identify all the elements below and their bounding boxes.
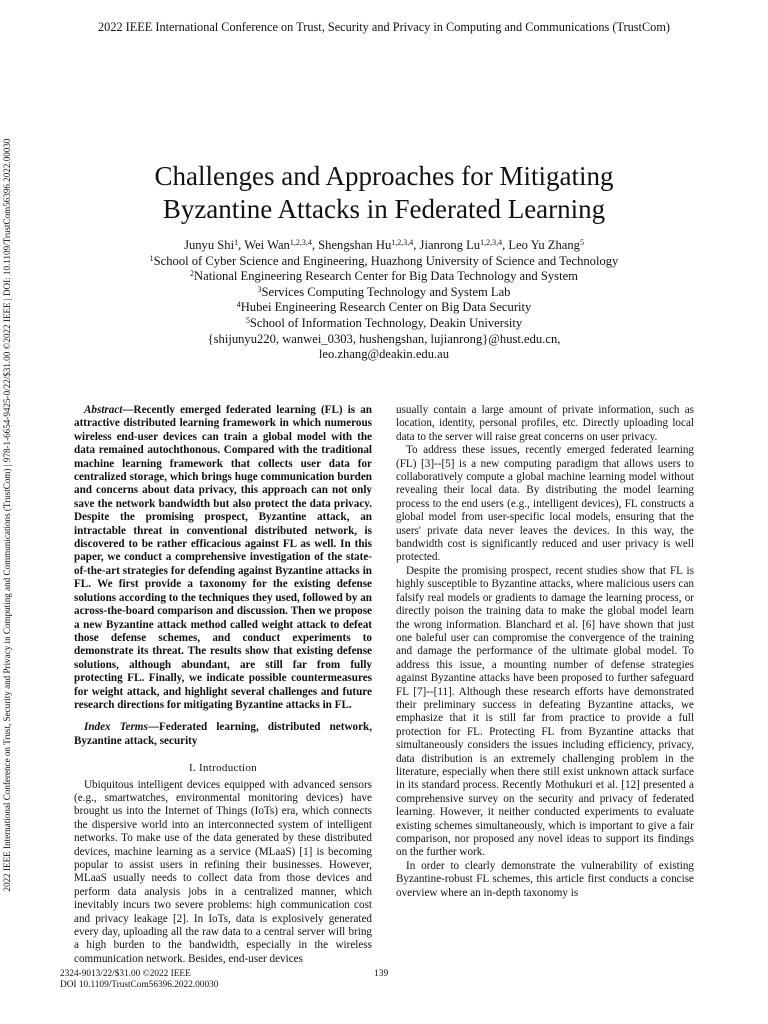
author-affil-marker: 1,2,3,4	[391, 238, 414, 247]
author-affil-marker: 1	[234, 238, 239, 247]
author-affil-marker: 1,2,3,4	[289, 238, 312, 247]
affil-text: National Engineering Research Center for Big Data Technology and System	[194, 269, 578, 284]
conference-header: 2022 IEEE International Conference on Trust, Security and Privacy in Computing and Communications (TrustCom)	[98, 20, 670, 34]
affil-marker: 2	[190, 269, 195, 279]
author-name: Junyu Shi	[184, 238, 235, 252]
body-paragraph: Despite the promising prospect, recent studies show that FL is highly susceptible to Byzantine attacks, where malicious users can falsify real models or gradients to damage the learning process, or directly poison the training data to make the global model learn the wrong information. Blanchard et al. [6] have shown that just one baleful user can compromise the convergence of the training and damage the performance of the ultimate global model. To address this issue, a mounting number of defense strategies against Byzantine attacks have been proposed to further safeguard FL [7]--[11]. Although these research efforts have demonstrated their preliminary success in defeating Byzantine attacks, we emphasize that it is still far from practice to provide a full protection for FL. Protecting FL from Byzantine attacks that simultaneously considers the issues including efficiency, privacy, data distribution is an extremely challenging problem in the literature, especially when there still exist unknown attack surface in its standard process. Recently Mothukuri et al. [12] presented a comprehensive survey on the security and privacy of federated learning. However, it neither conducted experiments to evaluate existing schemes simultaneously, which is important to give a fair comparison, nor proposed any novel ideas to support its findings on the further work.	[396, 564, 694, 859]
body-paragraph: In order to clearly demonstrate the vulnerability of existing Byzantine-robust FL schemes, this article first conducts a concise overview where an in-depth taxonomy is	[396, 859, 694, 899]
affil-text: School of Cyber Science and Engineering, Huazhong University of Science and Technology	[153, 253, 619, 268]
title-line: Challenges and Approaches for Mitigating	[154, 161, 614, 191]
affiliation	[60, 269, 708, 285]
affiliation	[60, 300, 708, 316]
affil-text: Hubei Engineering Research Center on Big Data Security	[240, 300, 532, 315]
affiliation	[60, 254, 708, 270]
abstract-text: —Recently emerged federated learning (FL) is an attractive distributed learning framework in which numerous wireless end-user devices can train a global model with the data remained autochthonous. Compared with the traditional machine learning framework that collects user data for centralized storage, which brings huge communication burden and concerns about data privacy, this approach can not only save the network bandwidth but also protect the data privacy. Despite the promising prospect, Byzantine attack, an intractable threat in conventional distributed network, is discovered to be rather efficacious against FL as well. In this paper, we conduct a comprehensive investigation of the state-of-the-art strategies for defending against Byzantine attacks in FL. We first provide a taxonomy for the existing defense solutions according to the techniques they used, followed by an across-the-board comparison and discussion. Then we propose a new Byzantine attack method called weight attack to defeat those defense schemes, and conduct experiments to demonstrate its threat. The results show that existing defense solutions, although abundant, are still far from fully protecting FL. Finally, we indicate possible countermeasures for weight attack, and highlight several challenges and future research directions for mitigating Byzantine attacks in FL.	[74, 404, 372, 711]
index-terms-text: —Federated learning, distributed network, Byzantine attack, security	[74, 721, 372, 747]
author-name: Wei Wan	[244, 238, 290, 252]
index-terms-label: Index Terms	[84, 721, 148, 734]
affil-text: Services Computing Technology and System Lab	[261, 284, 511, 299]
affiliation	[60, 316, 708, 332]
body-paragraph: To address these issues, recently emerged federated learning (FL) [3]--[5] is a new computing paradigm that allows users to collaboratively compute a global machine learning model without revealing their local data. By distributing the model learning process to the end users (e.g., intelligent devices), FL constructs a global model from user-specific local models, ensuring that the users' private data never leaves the devices. In this way, the bandwidth cost is significantly reduced and user privacy is well protected.	[396, 444, 694, 564]
body-paragraph: usually contain a large amount of private information, such as location, identity, personal profiles, etc. Directly uploading local data to the server will raise great concerns on user privacy.	[396, 404, 694, 443]
author-block	[60, 238, 708, 363]
author-affil-marker: 1,2,3,4	[480, 238, 503, 247]
author-list: Junyu Shi$^1$, Wei Wan$^{1,2,3,4}$, Shengshan Hu$^{1,2,3,4}$, Jianrong Lu$^{1,2,3,4}$, Leo Yu Zhang$^5$	[184, 238, 584, 252]
affil-marker: 4	[236, 300, 241, 310]
right-column	[396, 404, 694, 900]
affil-marker: 5	[245, 315, 250, 325]
affil-marker: 1	[149, 253, 154, 263]
body-paragraph: Ubiquitous intelligent devices equipped with advanced sensors (e.g., smartwatches, environmental monitoring devices) have brought us into the Internet of Things (IoTs) era, which connects the dispersive world into an interconnected system of intelligent networks. To make use of the data generated by these distributed devices, machine learning as a service (MLaaS) [1] is becoming popular to assist users in refining their businesses. However, MLaaS usually needs to collect data from those devices and perform data analysis jobs in a centralized manner, which inevitably incurs two severe problems: high communication cost and privacy leakage [2]. In IoTs, data is explosively generated every day, uploading all the raw data to a central server will bring a high burden to the bandwidth, especially in the wireless communication network. Besides, end-user devices	[74, 778, 372, 965]
footer-doi: DOI 10.1109/TrustCom56396.2022.00030	[60, 980, 219, 990]
abstract-label: Abstract	[84, 404, 123, 416]
side-doi-stamp: 2022 IEEE International Conference on Trust, Security and Privacy in Computing and Communications (TrustCom) | 978-1-6654-9425-0/22/$31.00 ©2022 IEEE | DOI: 10.1109/TrustCom56396.2022.00030	[2, 138, 12, 892]
author-email: leo.zhang@deakin.edu.au	[318, 347, 450, 362]
author-name: Jianrong Lu	[419, 238, 481, 252]
author-email: {shijunyu220, wanwei_0303, hushengshan, lujianrong}@hust.edu.cn,	[207, 331, 561, 346]
abstract	[74, 404, 372, 712]
author-name: Shengshan Hu	[318, 238, 392, 252]
footer-issn: 2324-9013/22/$31.00 ©2022 IEEE	[60, 969, 191, 979]
index-terms	[74, 721, 372, 748]
affil-marker: 3	[257, 284, 262, 294]
footer-copyright	[60, 969, 218, 991]
left-column	[74, 404, 372, 966]
affil-text: School of Information Technology, Deakin University	[249, 315, 523, 330]
page-number: 139	[374, 969, 389, 979]
author-name: Leo Yu Zhang	[508, 238, 580, 252]
affiliation	[60, 285, 708, 301]
section-heading-introduction: I. Introduction	[188, 762, 258, 775]
title-line: Byzantine Attacks in Federated Learning	[162, 194, 606, 224]
paper-title	[60, 160, 708, 226]
author-affil-marker: 5	[579, 238, 584, 247]
